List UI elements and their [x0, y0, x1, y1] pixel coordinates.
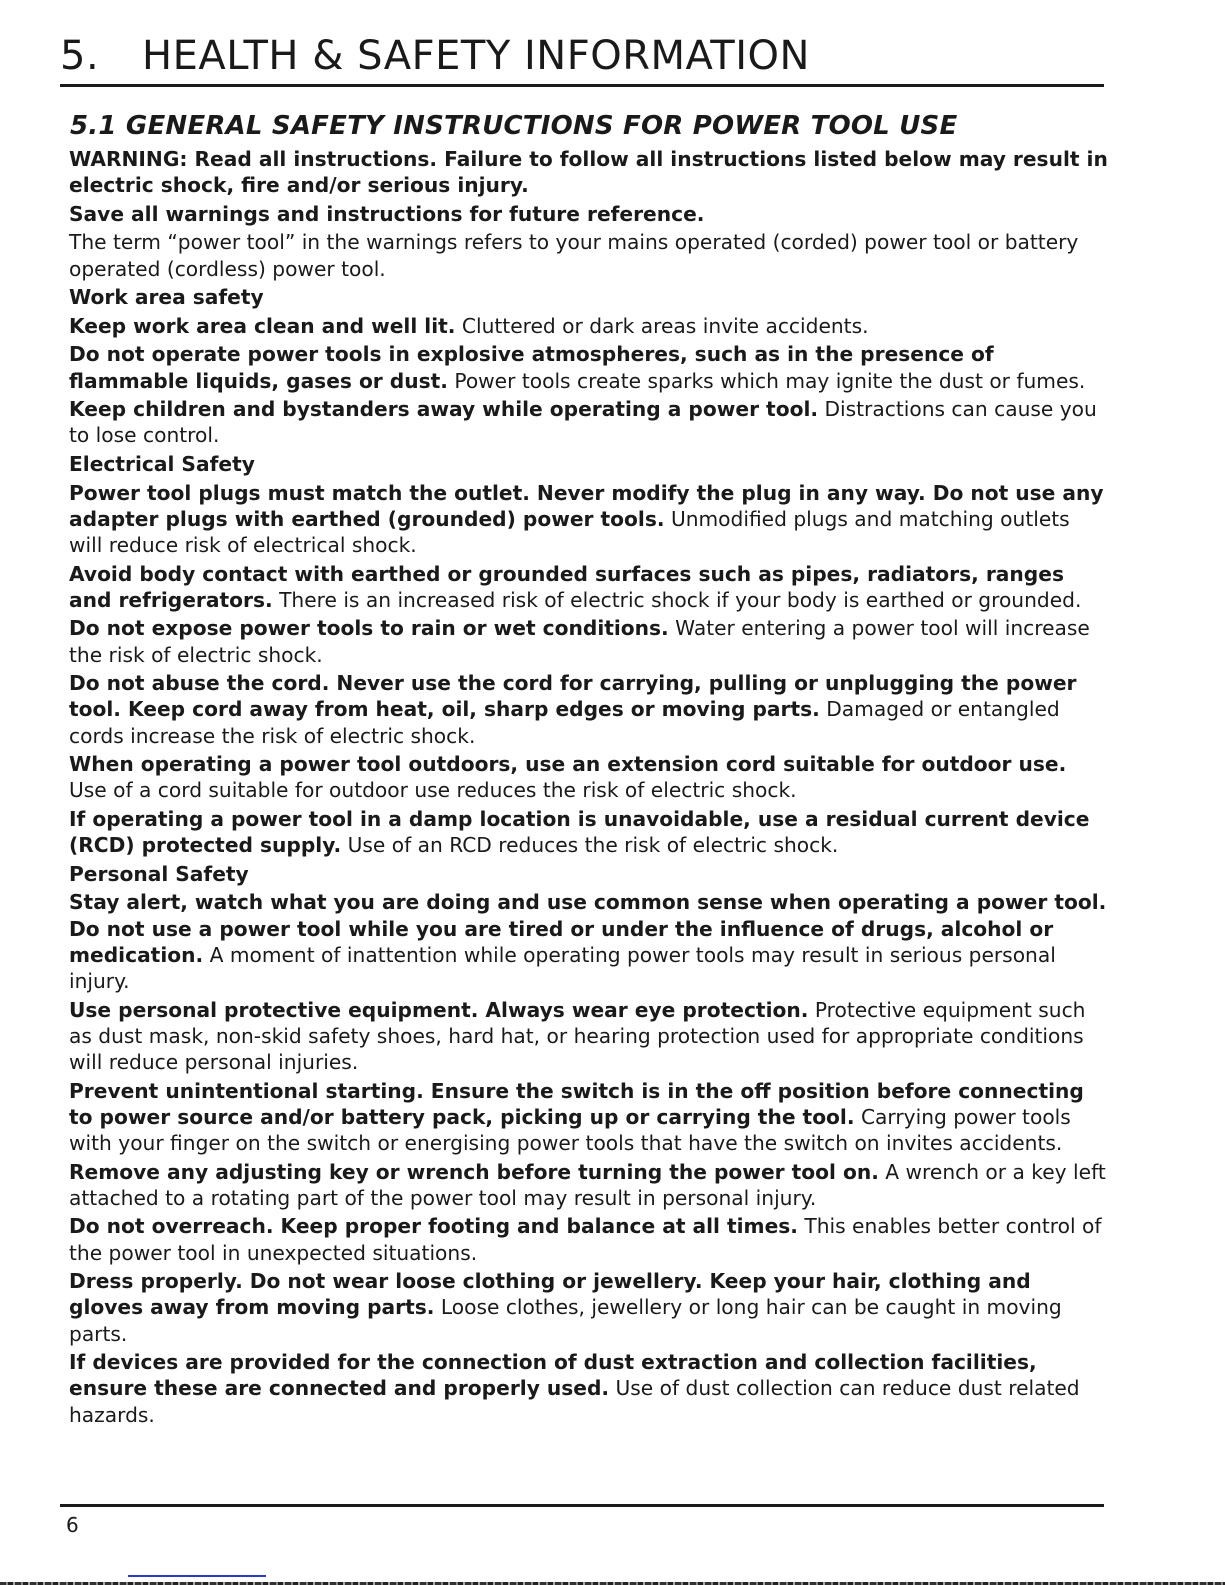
footer-rule: [60, 1504, 1104, 1507]
scan-artifact-line: [128, 1575, 266, 1577]
header-rule: [60, 84, 1104, 87]
body-text: [69, 146, 1109, 1430]
subsection-title: 5.1 GENERAL SAFETY INSTRUCTIONS FOR POWER TOOL USE: [70, 111, 958, 141]
safety-item: Avoid body contact with earthed or grounded surfaces such as pipes, radiators, ranges and refrigerators. There is an increased risk of electric shock if your body is earthed or grounded.: [69, 561, 1082, 612]
safety-item: When operating a power tool outdoors, use an extension cord suitable for outdoor use. Use of a cord suitable for outdoor use reduces the risk of electric shock.: [69, 752, 1067, 803]
section-number: 5.: [60, 33, 100, 79]
safety-item: Power tool plugs must match the outlet. Never modify the plug in any way. Do not use any adapter plugs with earthed (grounded) power tools. Unmodified plugs and matching outlets will reduce risk of electrical shock.: [69, 480, 1104, 557]
safety-item: Do not expose power tools to rain or wet conditions. Water entering a power tool will increase the risk of electric shock.: [69, 616, 1090, 667]
safety-item: Dress properly. Do not wear loose clothing or jewellery. Keep your hair, clothing and gloves away from moving parts. Loose clothes, jewellery or long hair can be caught in moving parts.: [69, 1269, 1062, 1346]
safety-item: Use personal protective equipment. Always wear eye protection. Protective equipment such as dust mask, non-skid safety shoes, hard hat, or hearing protection used for appropriate conditions will reduce personal injuries.: [69, 997, 1086, 1074]
safety-item: Prevent unintentional starting. Ensure the switch is in the off position before connecting to power source and/or battery pack, picking up or carrying the tool. Carrying power tools with your finger on the switch or energising power tools that have the switch on invites accidents.: [69, 1078, 1084, 1155]
heading-electrical: Electrical Safety: [69, 451, 255, 476]
safety-item: Do not operate power tools in explosive atmospheres, such as in the presence of flammable liquids, gases or dust. Power tools create sparks which may ignite the dust or fumes.: [69, 342, 1086, 393]
warning-paragraph: WARNING: Read all instructions. Failure to follow all instructions listed below may result in electric shock, fire and/or serious injury.: [69, 147, 1108, 198]
safety-item: If operating a power tool in a damp location is unavoidable, use a residual current device (RCD) protected supply. Use of an RCD reduces the risk of electric shock.: [69, 806, 1090, 858]
section-title: [60, 28, 810, 84]
safety-item: Keep work area clean and well lit. Cluttered or dark areas invite accidents.: [69, 313, 869, 338]
heading-work-area: Work area safety: [69, 285, 264, 310]
safety-item: Keep children and bystanders away while operating a power tool. Distractions can cause you to lose control.: [69, 397, 1097, 448]
safety-item: Stay alert, watch what you are doing and use common sense when operating a power tool. Do not use a power tool while you are tired or under the influence of drugs, alcohol or medication. A moment of inattention while operating power tools may result in serious personal injury.: [69, 890, 1107, 993]
heading-personal: Personal Safety: [69, 861, 249, 886]
term-definition: The term “power tool” in the warnings refers to your mains operated (corded) power tool or battery operated (cordless) power tool.: [69, 230, 1079, 281]
save-instructions: Save all warnings and instructions for future reference.: [69, 201, 705, 226]
safety-item: Remove any adjusting key or wrench before turning the power tool on. A wrench or a key left attached to a rotating part of the power tool may result in personal injury.: [69, 1159, 1106, 1210]
safety-item: Do not abuse the cord. Never use the cord for carrying, pulling or unplugging the power tool. Keep cord away from heat, oil, sharp edges or moving parts. Damaged or entangled cords increase the risk of electric shock.: [69, 671, 1077, 748]
section-title-text: HEALTH & SAFETY INFORMATION: [142, 33, 810, 79]
safety-item: Do not overreach. Keep proper footing and balance at all times. This enables better control of the power tool in unexpected situations.: [69, 1214, 1102, 1265]
page-number: 6: [66, 1513, 79, 1537]
safety-item: If devices are provided for the connection of dust extraction and collection facilities, ensure these are connected and properly used. Use of dust collection can reduce dust related hazards.: [69, 1350, 1080, 1427]
